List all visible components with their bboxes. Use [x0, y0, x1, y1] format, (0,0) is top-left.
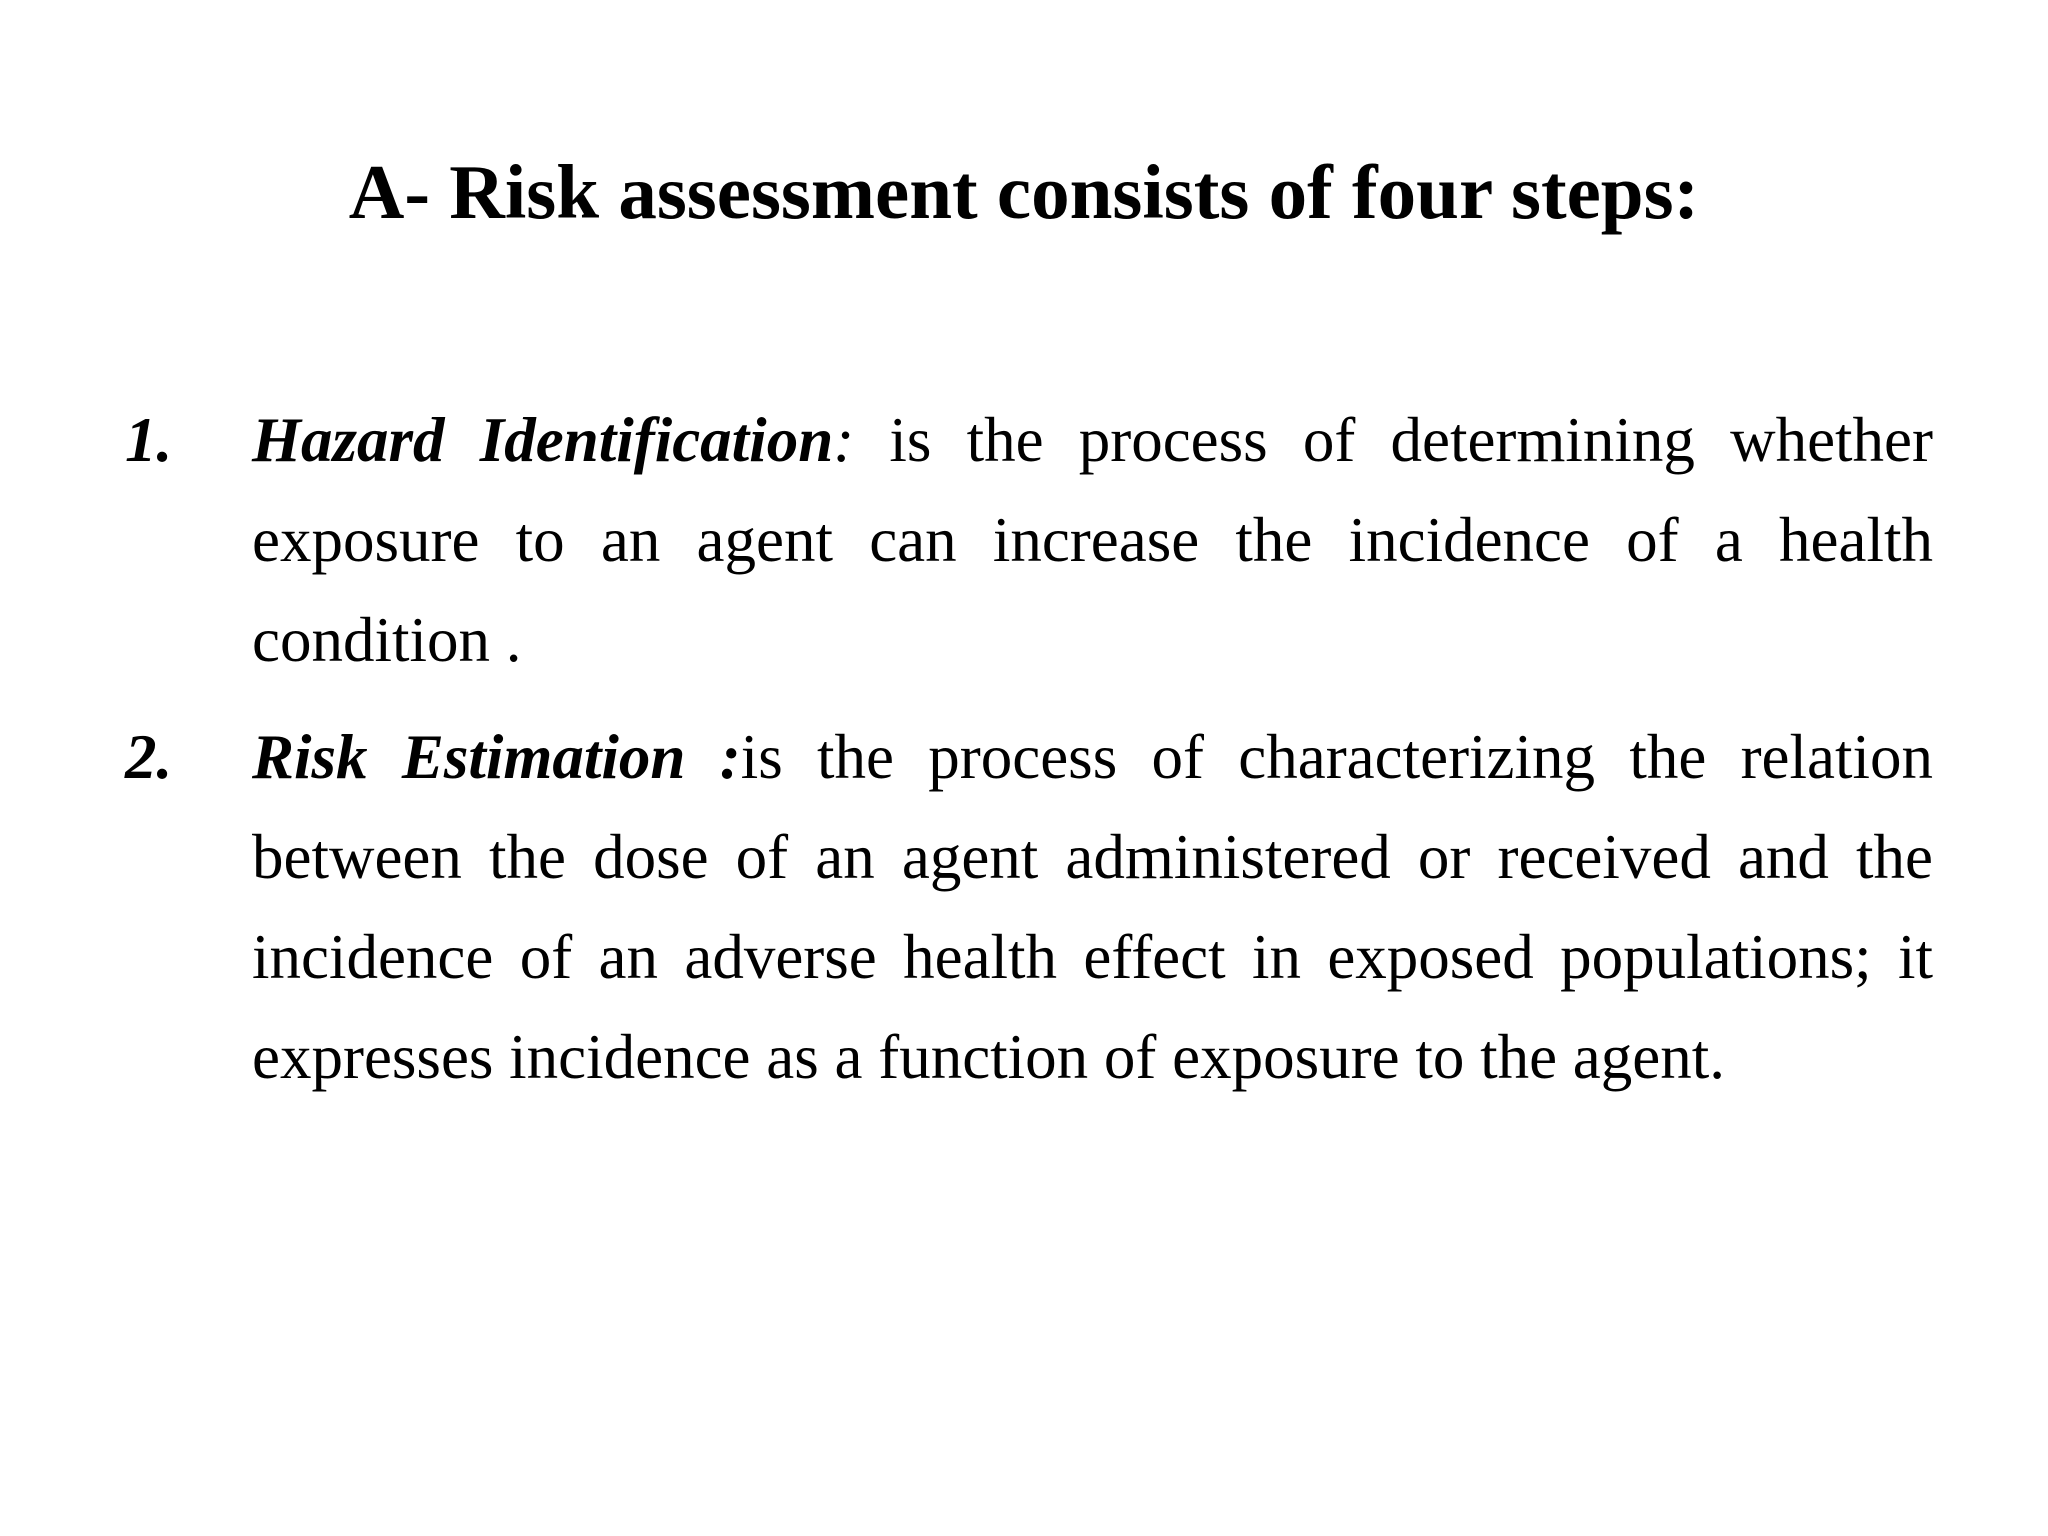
- step-definition: is the process of characterizing the relation between the dose of an agent administered or received and the incidence of an adverse health effect in exposed populations; it expresses incidence as a function of exposure to the agent.: [252, 722, 1933, 1092]
- step-number: 2.: [125, 722, 173, 792]
- slide-title: A- Risk assessment consists of four steps:: [348, 149, 1700, 235]
- steps-list: [125, 390, 1933, 1124]
- step-term: Risk Estimation :: [252, 722, 741, 792]
- step-number: 1.: [125, 405, 173, 475]
- step-item-hazard-identification: [125, 390, 1933, 690]
- step-separator: :: [833, 405, 855, 475]
- step-definition: is the process of determining whether exposure to an agent can increase the incidence of a health condition .: [252, 405, 1933, 675]
- step-item-risk-estimation: [125, 707, 1933, 1107]
- step-term: Hazard Identification: [252, 405, 834, 475]
